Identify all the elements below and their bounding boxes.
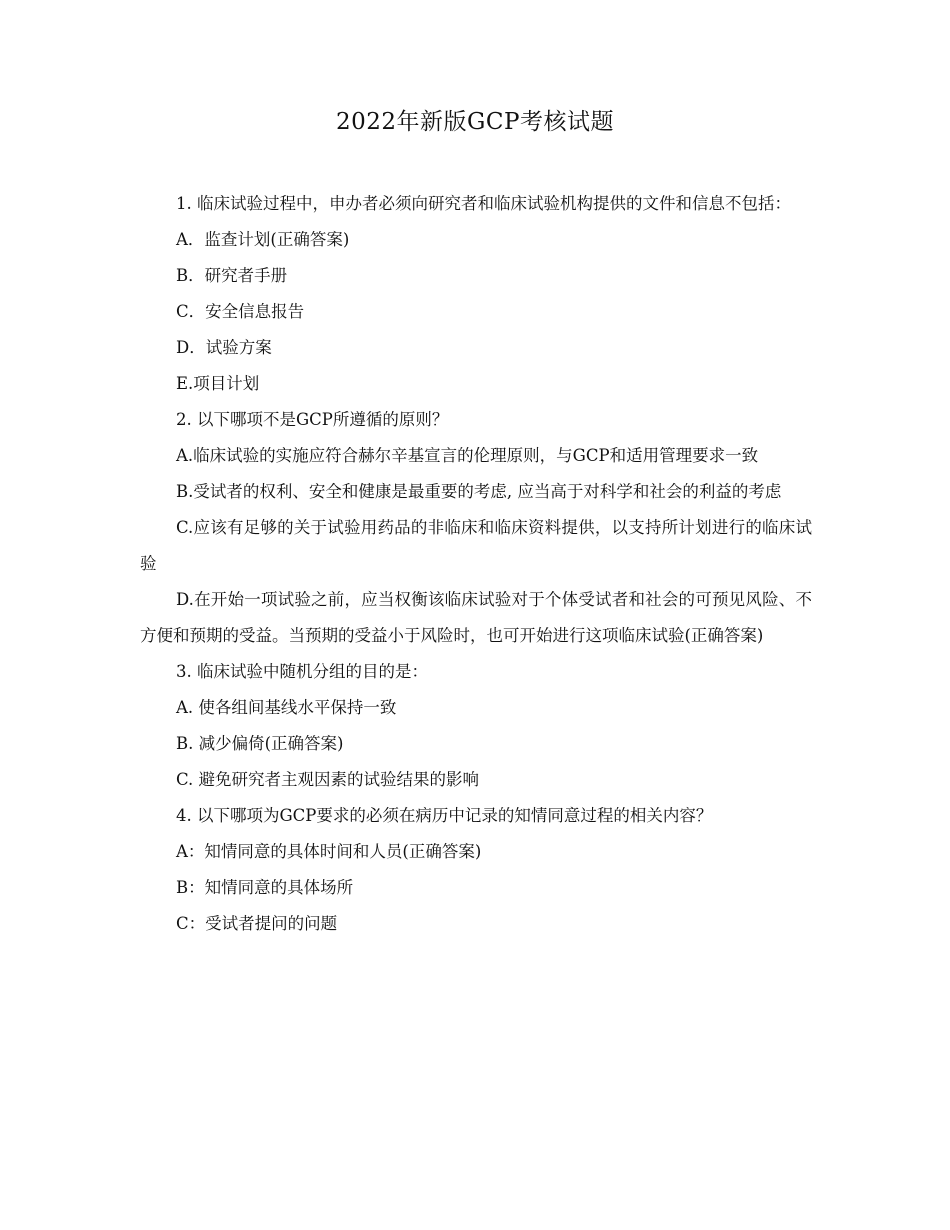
question-2-option-d: D.在开始一项试验之前，应当权衡该临床试验对于个体受试者和社会的可预见风险、不方便和预期的受益。当预期的受益小于风险时，也可开始进行这项临床试验(正确答案) <box>140 590 812 645</box>
question-4-stem: 4. 以下哪项为GCP要求的必须在病历中记录的知情同意过程的相关内容？ <box>176 806 713 825</box>
question-4-option-b: B：知情同意的具体场所 <box>176 878 354 897</box>
question-4-option-c: C：受试者提问的问题 <box>176 914 338 933</box>
question-3-stem: 3. 临床试验中随机分组的目的是： <box>176 662 428 681</box>
document-body <box>140 186 812 942</box>
question-1-option-e: E.项目计划 <box>176 374 260 393</box>
question-1-option-c: C．安全信息报告 <box>176 302 305 321</box>
question-4-option-a: A：知情同意的具体时间和人员(正确答案) <box>176 842 482 861</box>
question-1-option-a: A．监查计划(正确答案) <box>176 230 350 249</box>
document-title: 2022年新版GCP考核试题 <box>336 109 614 135</box>
question-2-option-b: B.受试者的权利、安全和健康是最重要的考虑, 应当高于对科学和社会的利益的考虑 <box>176 482 782 501</box>
question-3-option-c: C. 避免研究者主观因素的试验结果的影响 <box>176 770 480 789</box>
question-1-option-b: B．研究者手册 <box>176 266 288 285</box>
question-2-option-c: C.应该有足够的关于试验用药品的非临床和临床资料提供，以支持所计划进行的临床试验 <box>140 518 812 573</box>
question-1-option-d: D．试验方案 <box>176 338 272 357</box>
question-1-stem: 1. 临床试验过程中，申办者必须向研究者和临床试验机构提供的文件和信息不包括： <box>176 194 791 213</box>
question-2-option-a: A.临床试验的实施应符合赫尔辛基宣言的伦理原则，与GCP和适用管理要求一致 <box>176 446 759 465</box>
question-2-stem: 2. 以下哪项不是GCP所遵循的原则？ <box>176 410 449 429</box>
question-3-option-a: A. 使各组间基线水平保持一致 <box>176 698 397 717</box>
question-3-option-b: B. 减少偏倚(正确答案) <box>176 734 344 753</box>
